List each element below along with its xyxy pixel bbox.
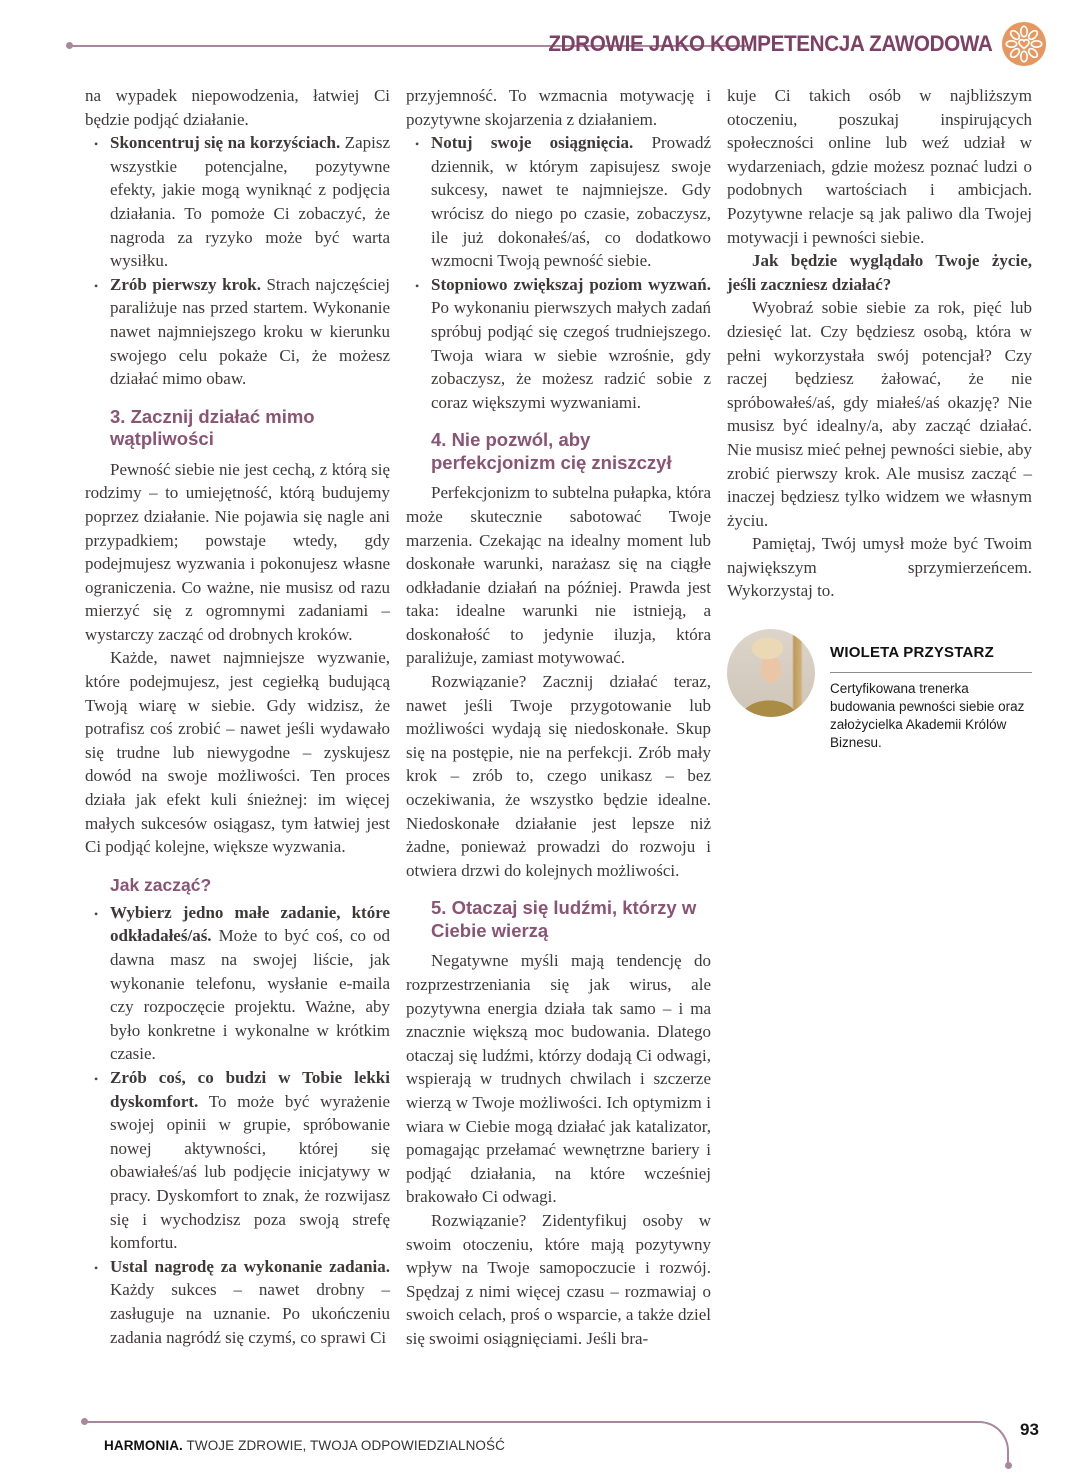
footer-tagline: TWOJE ZDROWIE, TWOJA ODPOWIEDZIALNOŚĆ: [182, 1438, 505, 1453]
paragraph: kuje Ci takich osób w najbliższym otoczeniu, poszukaj inspirujących społeczności online lub weź udział w wydarzeniach, gdzie możesz poznać ludzi o podobnych wartościach i ambicjach. Pozytywne relacje są jak paliwo dla Twojej motywacji i pewności siebie.: [727, 86, 1032, 247]
paragraph: Pewność siebie nie jest cechą, z którą się rodzimy – to umiejętność, którą budujemy poprzez działanie. Nie pojawia się nagle ani przypadkiem; powstaje wtedy, gdy podejmujesz wyzwania i pokonujesz własne ograniczenia. Co ważne, nie musisz od razu mierzyć się z ogromnymi zadaniami – wystarczy zacząć od drobnych kroków.: [85, 459, 390, 644]
bullet-marker: •: [94, 1071, 99, 1086]
author-bio: Certyfikowana trenerka budowania pewności siebie oraz założycielka Akademii Królów Biznesu.: [830, 680, 1025, 750]
column-1: [85, 84, 390, 1351]
paragraph: Rozwiązanie? Zacznij działać teraz, nawet jeśli Twoje przygotowanie lub możliwości wydają się niedoskonałe. Skup się na postępie, nie na perfekcji. Zrób mały krok – zrób to, czego unikasz – bez oczekiwania, że wszystko będzie idealne. Niedoskonałe działanie jest lepsze niż żadne, ponieważ prowadzi do rozwoju i otwiera drzwi do kolejnych możliwości.: [406, 672, 711, 880]
bullet-text: Strach najczęściej paraliżuje nas przed startem. Wykonanie nawet najmniejszego kroku w kierunku swojego celu pokaże Ci, że możesz działać mimo obaw.: [110, 274, 390, 389]
section-heading: 3. Zacznij działać mimo wątpliwości: [110, 405, 315, 450]
bullet-marker: •: [415, 137, 420, 152]
author-divider: [830, 672, 1032, 673]
bullet-lead: Notuj swoje osiągnięcia.: [431, 133, 634, 153]
paragraph: przyjemność. To wzmacnia motywację i pozytywne skojarzenia z działaniem.: [406, 86, 711, 129]
paragraph: Perfekcjonizm to subtelna pułapka, która może skutecznie sabotować Twoje marzenia. Czekając na idealny moment lub doskonałe warunki, narażasz się na ciągłe odkładanie działań na później. Prawda jest taka: idealne warunki nie istnieją, a doskonałość to jedynie iluzja, która paraliżuje, zamiast motywować.: [406, 483, 711, 668]
bullet-marker: •: [415, 278, 420, 293]
bullet-marker: •: [94, 906, 99, 921]
footer-magazine-line: [104, 1438, 505, 1453]
author-card: [727, 629, 1032, 752]
sub-heading: Jak zacząć?: [110, 874, 212, 895]
bullet-lead: Wybierz jedno małe zadanie, które odkładałeś/aś.: [110, 902, 390, 946]
section-heading: 5. Otaczaj się ludźmi, którzy w Ciebie wierzą: [431, 897, 697, 941]
flower-heart-icon: [1001, 21, 1047, 67]
bullet-lead: Zrób pierwszy krok.: [110, 274, 261, 294]
bullet-item: [85, 1066, 390, 1255]
author-info: [830, 629, 1032, 752]
bullet-item: [85, 1255, 390, 1349]
footer-rule-dot-right: [1005, 1462, 1012, 1469]
bullet-item: [85, 901, 390, 1066]
bullet-text: Może to być coś, co od dawna masz na swojej liście, jak wykonanie telefonu, wysłanie e-maila czy rozpoczęcie projektu. Ważne, aby było konkretne i wykonalne w krótkim czasie.: [110, 926, 390, 1064]
column-2: [406, 84, 711, 1351]
article-body: [85, 84, 1032, 1351]
bullet-text: Zapisz wszystkie potencjalne, pozytywne efekty, jakie mogą wyniknąć z podjęcia działania. To pomoże Ci zobaczyć, że nagroda za ryzyko może być warta wysiłku.: [110, 133, 390, 271]
bullet-marker: •: [94, 137, 99, 152]
paragraph: Negatywne myśli mają tendencję do rozprzestrzeniania się jak wirus, ale pozytywna energia działa tak samo – i ma znacznie większą moc budowania. Dlatego otaczaj się ludźmi, którzy dodają Ci odwagi, wspierają w trudnych chwilach i szczerze wierzą w Twoje możliwości. Ich optymizm i wiara w Ciebie mogą działać jak katalizator, pomagając przełamać wewnętrzne bariery i podjąć działania, na które wcześniej brakowało Ci odwagi.: [406, 951, 711, 1207]
paragraph: Każde, nawet najmniejsze wyzwanie, które podejmujesz, jest cegiełką budującą Twoją wiarę w siebie. Gdy widzisz, że potrafisz coś zrobić – nawet jeśli wydawało się trudne lub niewygodne – zyskujesz dowód na swoje możliwości. Ten proces działa jak efekt kuli śnieżnej: im więcej małych sukcesów osiągasz, tym łatwiej jest Ci podjąć kolejne, większe wyzwania.: [85, 648, 390, 857]
paragraph: Rozwiązanie? Zidentyfikuj osoby w swoim otoczeniu, które mają pozytywny wpływ na Twoje samopoczucie i rozwój. Spędzaj z nimi więcej czasu – rozmawiaj o swoich celach, proś o wsparcie, a także dziel się swoimi osiągnięciami. Jeśli bra-: [406, 1210, 711, 1348]
bullet-item: [406, 131, 711, 273]
bullet-marker: •: [94, 1260, 99, 1275]
bullet-text: Prowadź dziennik, w którym zapisujesz swoje sukcesy, nawet te najmniejsze. Gdy wrócisz do niego po czasie, zobaczysz, ile już dokonałeś/aś, co dodatkowo wzmocni Twoją pewność siebie.: [431, 133, 712, 271]
bullet-marker: •: [94, 278, 99, 293]
bullet-lead: Skoncentruj się na korzyściach.: [110, 133, 341, 153]
page-number: 93: [1020, 1420, 1039, 1439]
bullet-text: To może być wyrażenie swojej opinii w grupie, spróbowanie nowej aktywności, której się obawiałeś/aś lub podjęcie inicjatywy w pracy. Dyskomfort to znak, że rozwijasz się i wychodzisz poza swoją strefę komfortu.: [110, 1091, 390, 1253]
bullet-lead: Zrób coś, co budzi w Tobie lekki dyskomfort.: [110, 1067, 390, 1111]
author-photo: [727, 629, 815, 717]
bullet-lead: Stopniowo zwiększaj poziom wyzwań.: [431, 274, 711, 294]
footer-magazine-name: HARMONIA.: [104, 1438, 183, 1453]
paragraph: na wypadek niepowodzenia, łatwiej Ci będzie podjąć działanie.: [85, 86, 390, 129]
bullet-item: [406, 273, 711, 415]
author-name: WIOLETA PRZYSTARZ: [830, 644, 994, 662]
column-3: [727, 84, 1032, 1351]
paragraph: Wyobraź sobie siebie za rok, pięć lub dziesięć lat. Czy będziesz osobą, która w pełni wykorzystała swój potencjał? Czy raczej będziesz żałować, że nie spróbowałeś/aś, gdy miałeś/aś okazję? Nie musisz być idealny/a, aby zacząć działać. Nie musisz mieć pełnej pewności siebie, aby zrobić pierwszy krok. Ale musisz zacząć – inaczej będziesz tylko widzem we własnym życiu.: [727, 298, 1032, 530]
bullet-item: [85, 273, 390, 391]
footer-rule-dot-left: [81, 1418, 88, 1425]
bullet-lead: Ustal nagrodę za wykonanie zadania.: [110, 1256, 390, 1276]
bullet-text: Każdy sukces – nawet drobny – zasługuje na uznanie. Po ukończeniu zadania nagródź się czymś, co sprawi Ci: [110, 1280, 390, 1347]
paragraph: Pamiętaj, Twój umysł może być Twoim największym sprzymierzeńcem. Wykorzystaj to.: [727, 534, 1032, 601]
page-header-title: ZDROWIE JAKO KOMPETENCJA ZAWODOWA: [547, 31, 992, 56]
section-heading: 4. Nie pozwól, aby perfekcjonizm cię zniszczył: [431, 429, 672, 473]
bullet-text: Po wykonaniu pierwszych małych zadań spróbuj podjąć się czegoś trudniejszego. Twoja wiara w siebie wzrośnie, gdy zobaczysz, że możesz radzić sobie z coraz większymi wyzwaniami.: [431, 298, 711, 412]
bold-question: Jak będzie wyglądało Twoje życie, jeśli zaczniesz działać?: [727, 251, 1032, 294]
header-rule-dot: [66, 42, 73, 49]
bullet-item: [85, 131, 390, 273]
